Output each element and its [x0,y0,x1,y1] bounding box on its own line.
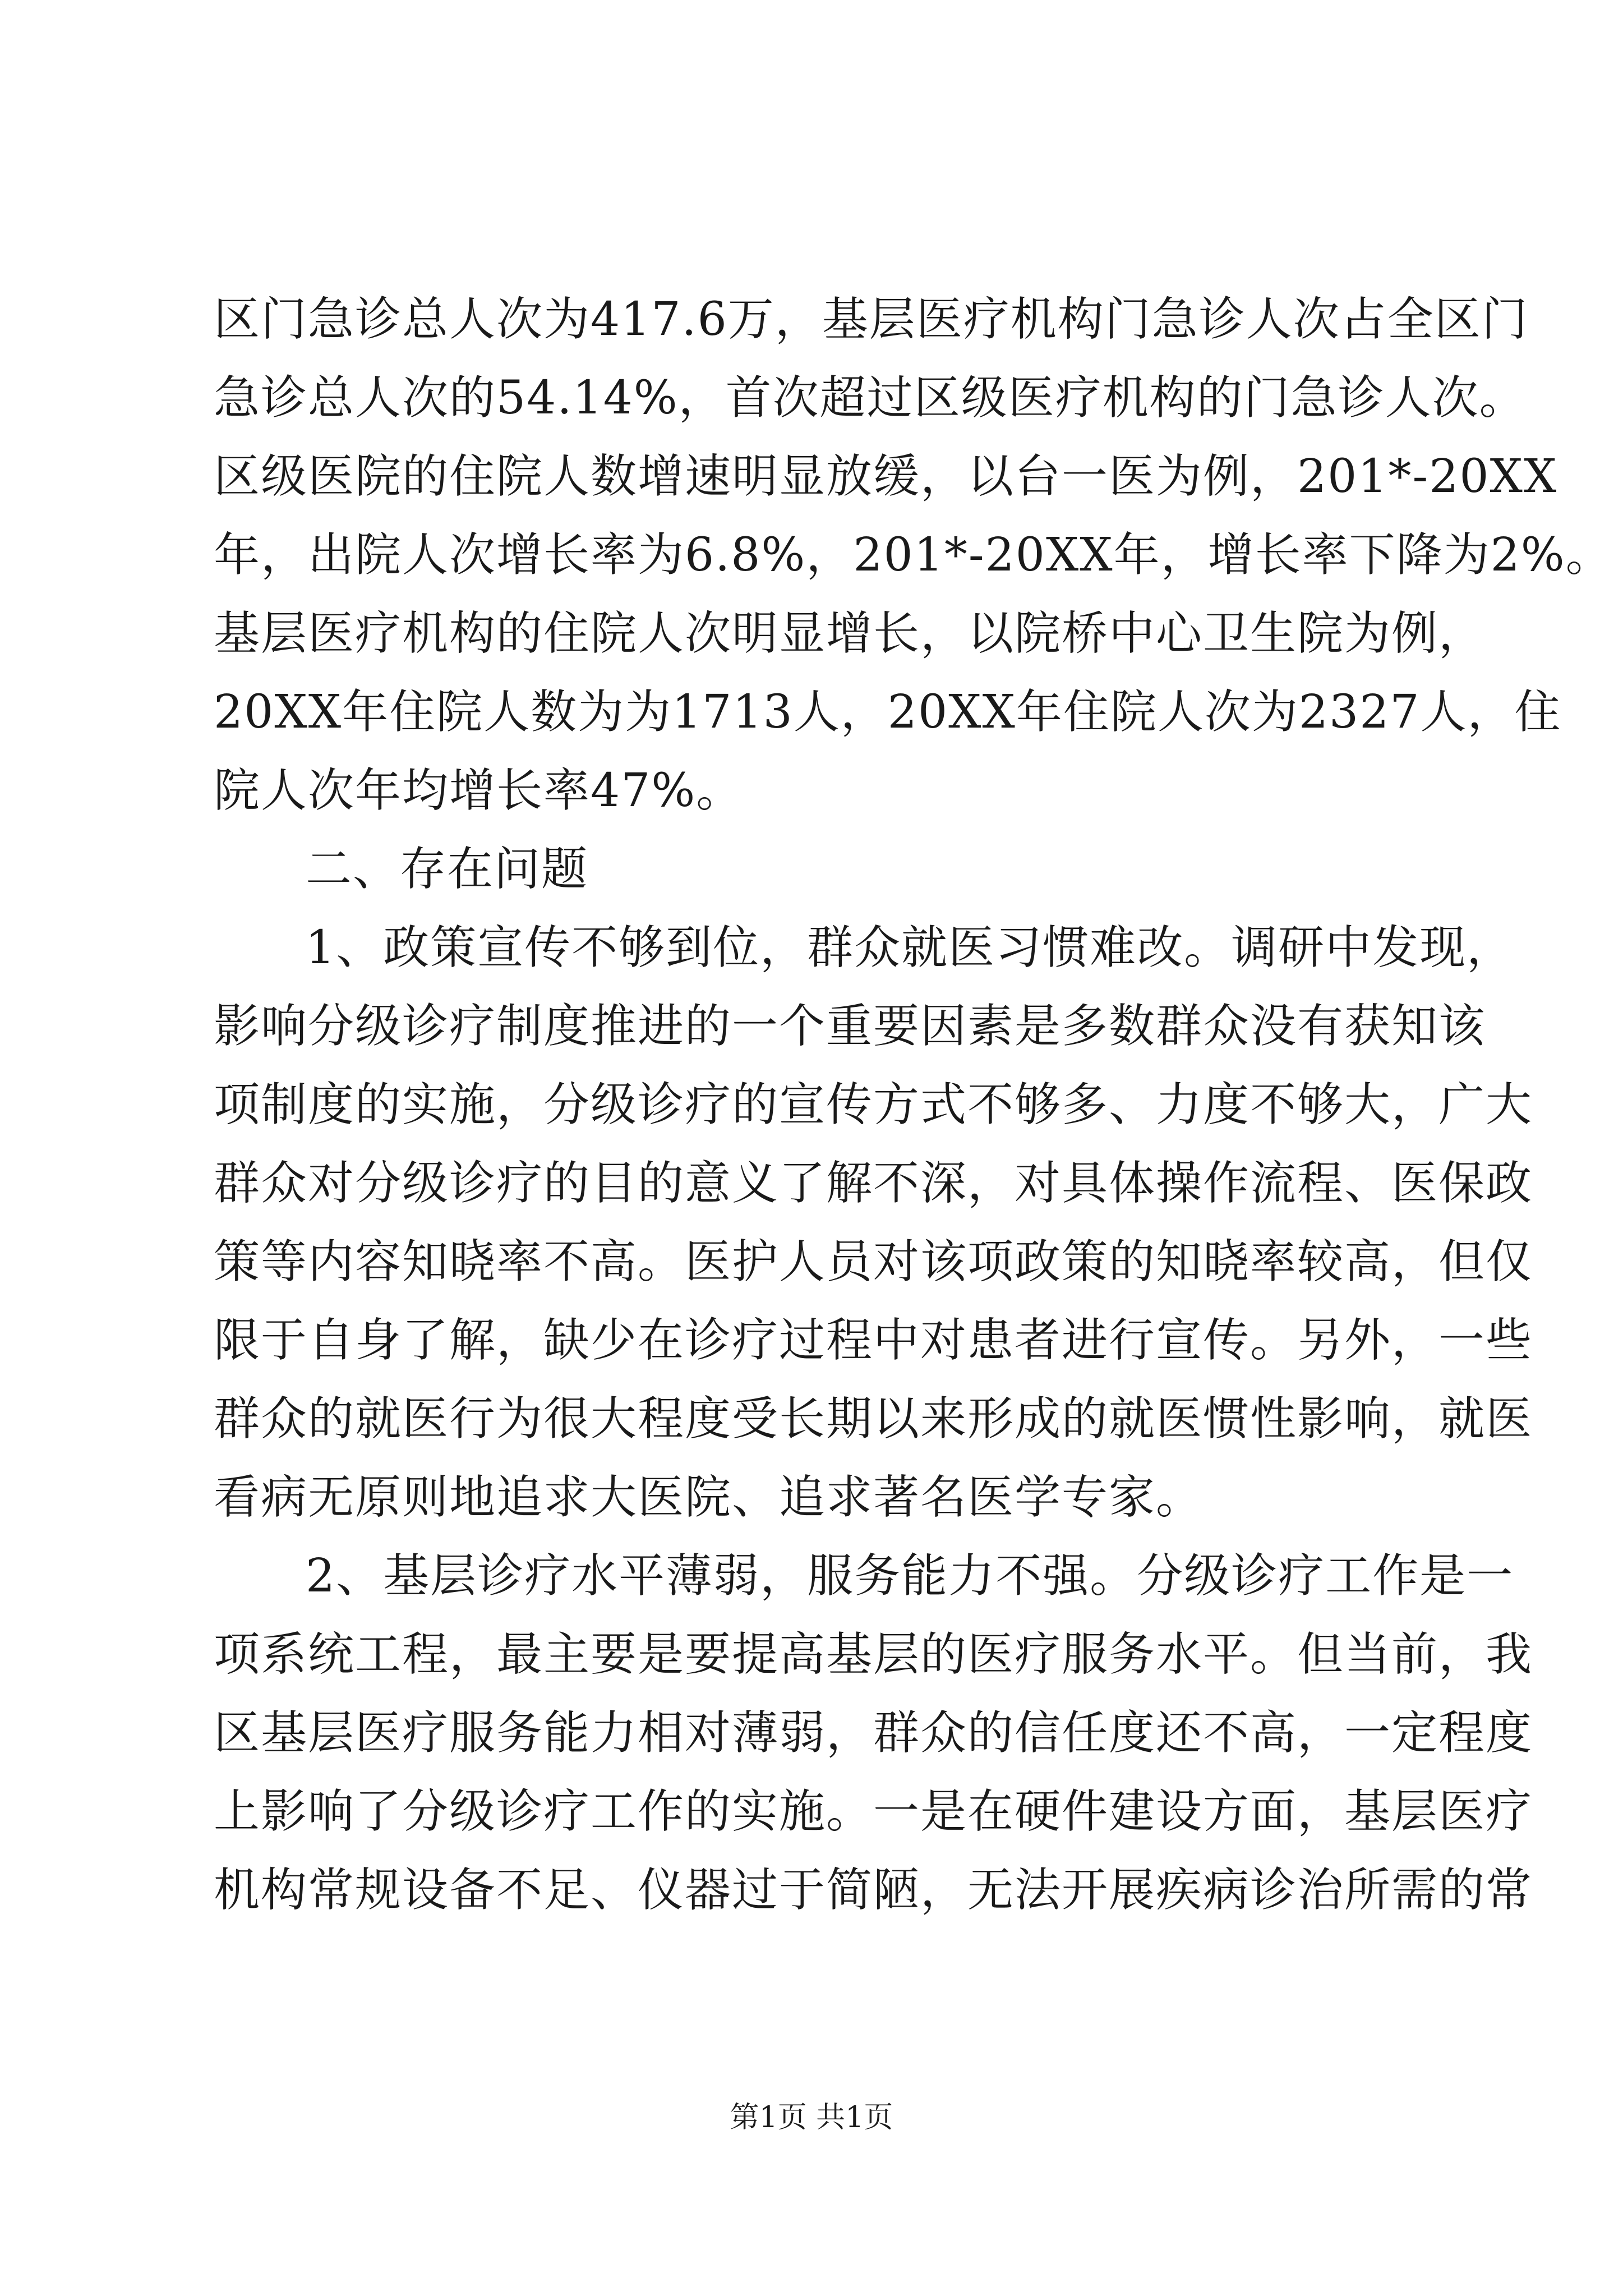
text-line: 区门急诊总人次为417.6万，基层医疗机构门急诊人次占全区门 [214,293,1529,346]
text-line: 项制度的实施，分级诊疗的宣传方式不够多、力度不够大，广大 [214,1078,1533,1131]
text-line: 上影响了分级诊疗工作的实施。一是在硬件建设方面，基层医疗 [214,1785,1533,1838]
text-line: 区级医院的住院人数增速明显放缓，以台一医为例，201*-20XX [214,450,1558,503]
paragraph-start: 2、基层诊疗水平薄弱，服务能力不强。分级诊疗工作是一 [306,1549,1514,1603]
text-line: 院人次年均增长率47%。 [214,764,744,817]
text-line: 项系统工程，最主要是要提高基层的医疗服务水平。但当前，我 [214,1628,1533,1681]
text-line: 区基层医疗服务能力相对薄弱，群众的信任度还不高，一定程度 [214,1706,1533,1760]
text-line: 年，出院人次增长率为6.8%，201*-20XX年，增长率下降为2%。 [214,528,1613,582]
text-line: 群众的就医行为很大程度受长期以来形成的就医惯性影响，就医 [214,1392,1533,1446]
text-line: 机构常规设备不足、仪器过于简陋，无法开展疾病诊治所需的常 [214,1864,1533,1917]
text-line: 看病无原则地追求大医院、追求著名医学专家。 [214,1471,1204,1524]
text-line: 群众对分级诊疗的目的意义了解不深，对具体操作流程、医保政 [214,1157,1533,1210]
text-line: 急诊总人次的54.14%，首次超过区级医疗机构的门急诊人次。 [214,371,1527,425]
text-line: 影响分级诊疗制度推进的一个重要因素是多数群众没有获知该 [214,1000,1486,1053]
section-heading: 二、存在问题 [306,843,589,896]
body-text [214,280,1613,1930]
page-number-footer: 第1页 共1页 [730,2101,893,2134]
text-line: 20XX年住院人数为为1713人，20XX年住院人次为2327人，住 [214,685,1562,739]
text-line: 基层医疗机构的住院人次明显增长，以院桥中心卫生院为例， [214,607,1486,660]
paragraph-start: 1、政策宣传不够到位，群众就医习惯难改。调研中发现， [306,921,1514,974]
text-line: 策等内容知晓率不高。医护人员对该项政策的知晓率较高，但仅 [214,1235,1533,1289]
text-line: 限于自身了解，缺少在诊疗过程中对患者进行宣传。另外，一些 [214,1314,1533,1367]
